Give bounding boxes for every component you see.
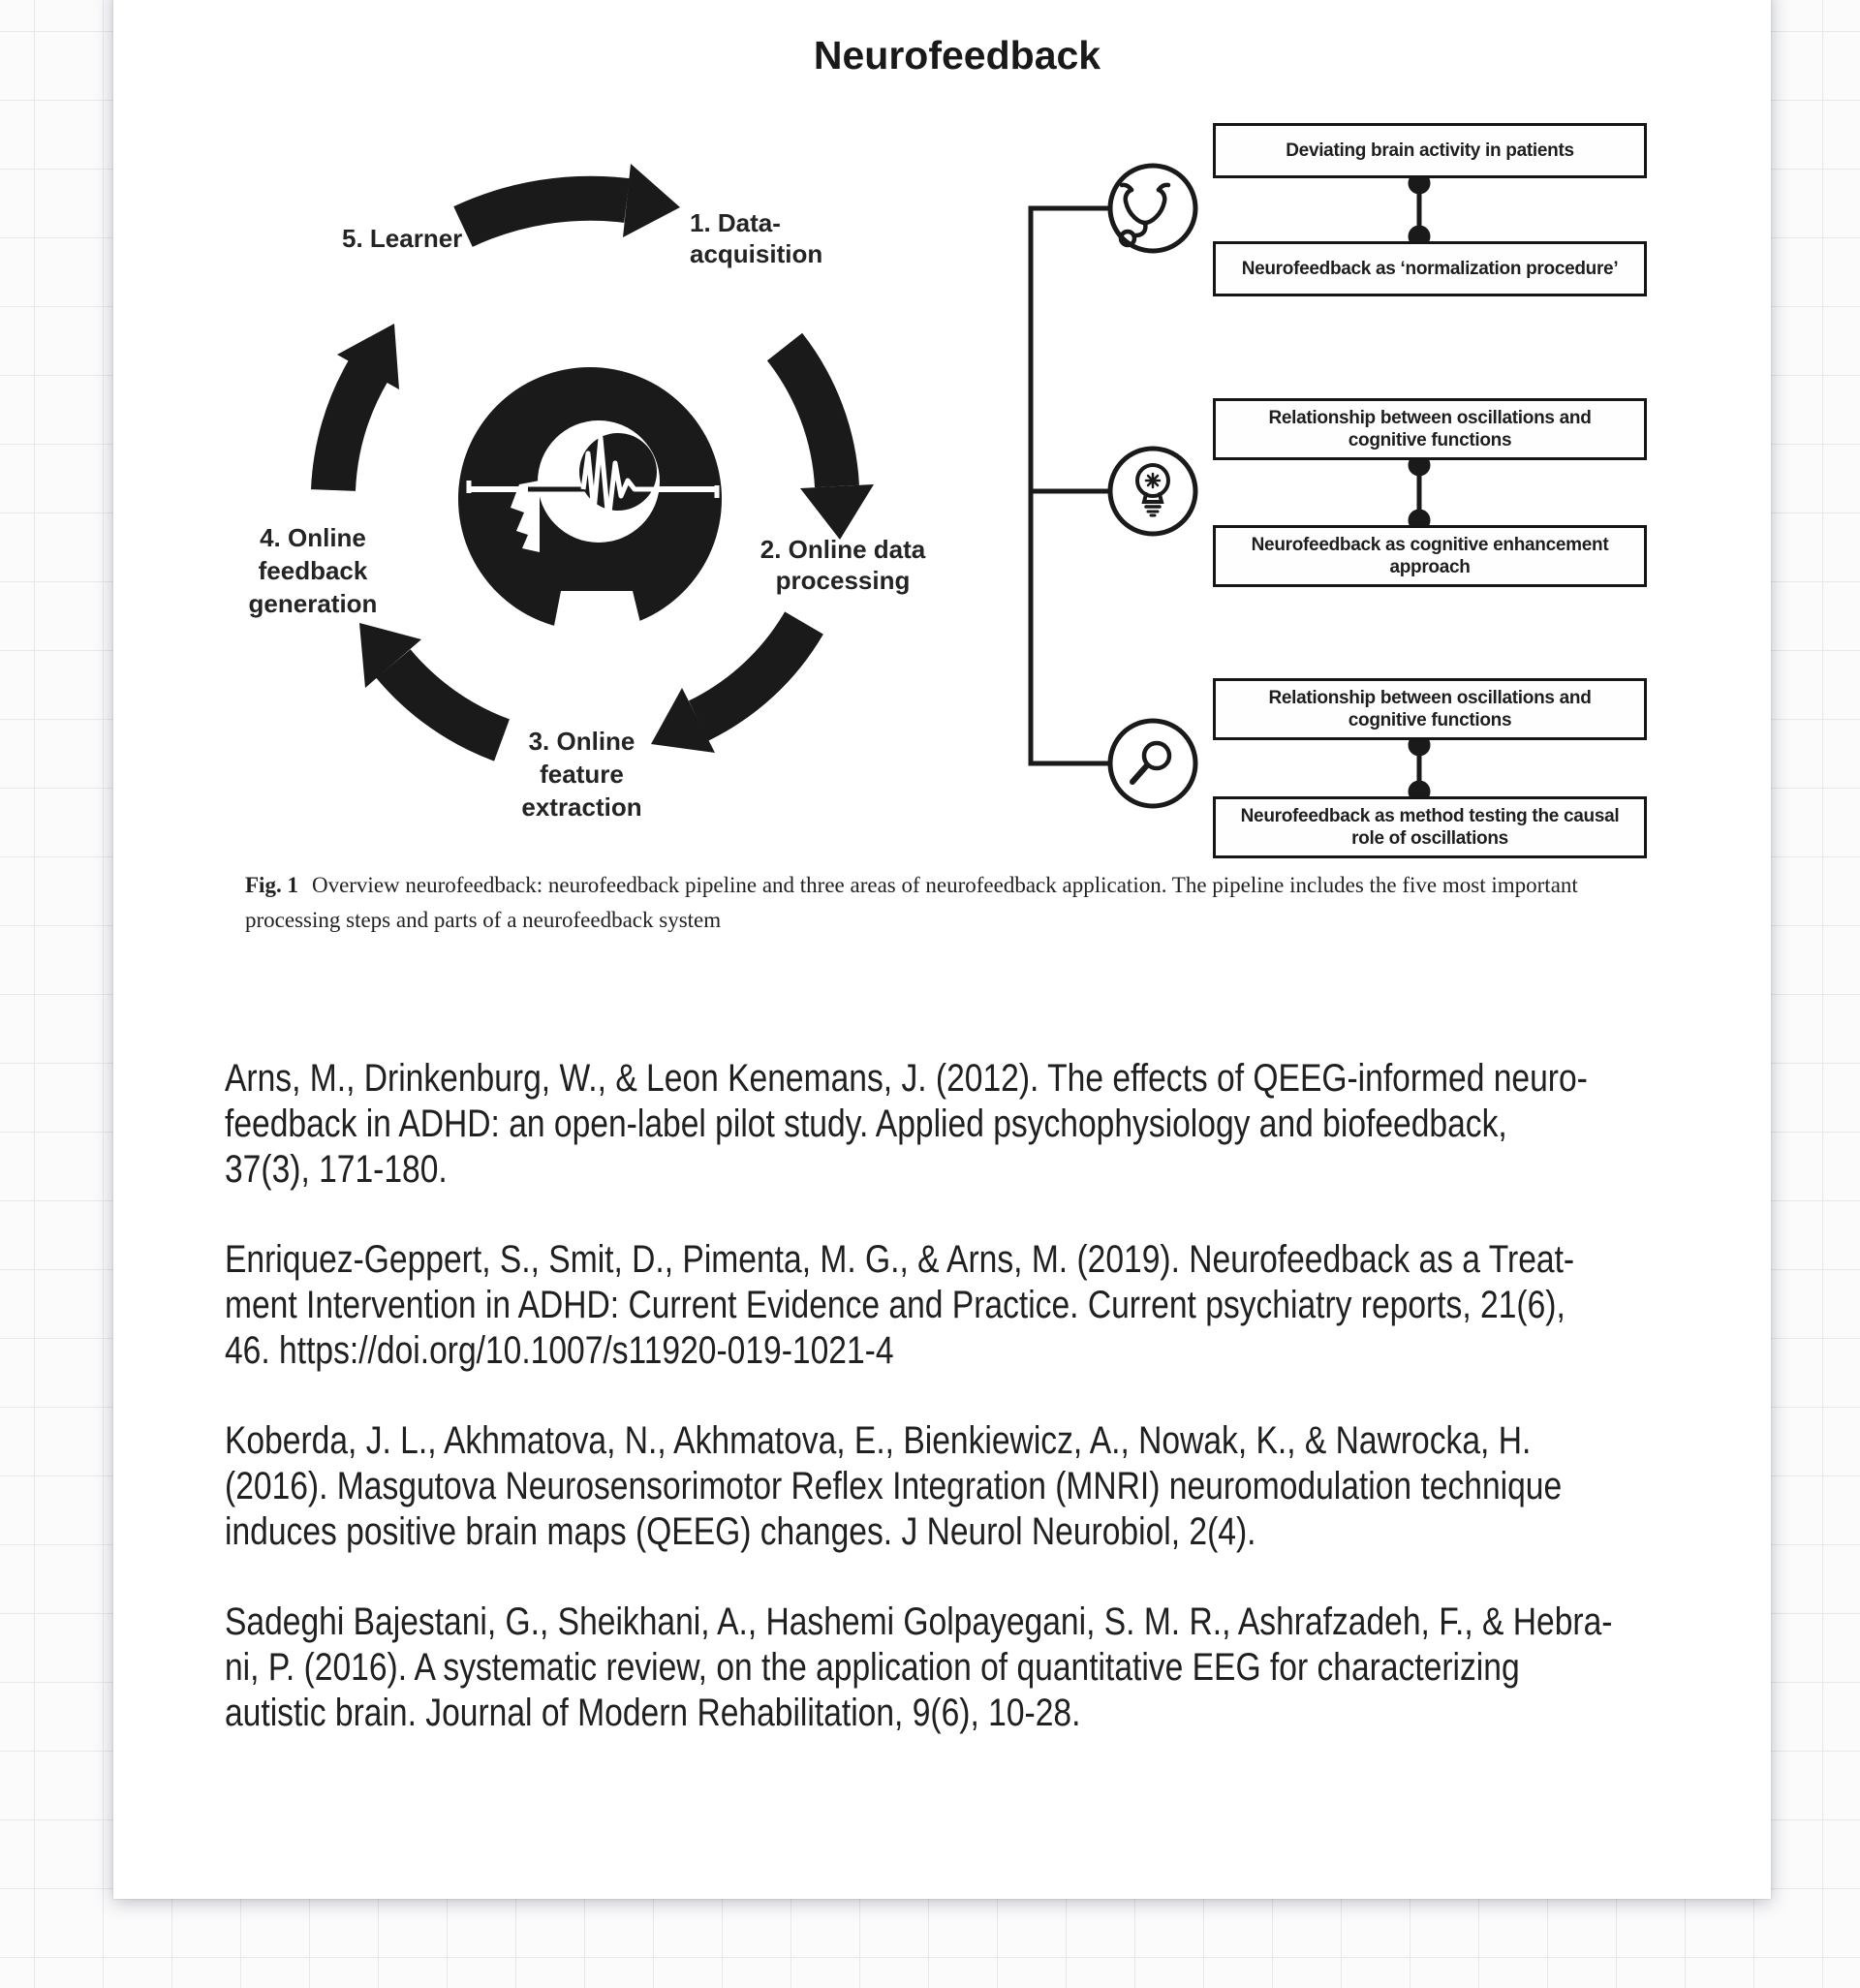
flow-box-line: Deviating brain activity in patients bbox=[1286, 140, 1574, 161]
reference-entry bbox=[225, 1237, 1657, 1374]
reference-line: ment Intervention in ADHD: Current Evidence and Practice. Current psychiatry reports, 21(6), bbox=[225, 1284, 1566, 1326]
cycle-step-line: 1. Data- bbox=[690, 208, 781, 237]
reference-entry bbox=[225, 1418, 1657, 1555]
cycle-step-line: 4. Online bbox=[260, 523, 366, 552]
cycle-step-line: processing bbox=[775, 566, 911, 595]
flow-box-causal-testing bbox=[1213, 796, 1647, 858]
flow-box-normalization bbox=[1213, 241, 1647, 296]
flow-box-line: cognitive functions bbox=[1348, 430, 1512, 450]
flow-box-line: Neurofeedback as cognitive enhancement bbox=[1251, 535, 1609, 555]
cycle-step-2-label bbox=[751, 534, 935, 596]
arrow-3-to-4 bbox=[393, 664, 502, 740]
reference-line: Arns, M., Drinkenburg, W., & Leon Kenemans, J. (2012). The effects of QEEG-informed neuro- bbox=[225, 1057, 1588, 1100]
reference-entry bbox=[225, 1600, 1657, 1736]
cycle-step-line: extraction bbox=[521, 792, 642, 822]
cycle-step-4-label bbox=[240, 521, 386, 620]
flow-box-line: approach bbox=[1389, 557, 1471, 577]
flow-box-line: Relationship between oscillations and bbox=[1268, 408, 1592, 428]
flow-box-line: Neurofeedback as ‘normalization procedure’ bbox=[1241, 259, 1619, 279]
figure-caption-line: processing steps and parts of a neurofeedback system bbox=[245, 908, 722, 932]
reference-line: (2016). Masgutova Neurosensorimotor Reflex Integration (MNRI) neuromodulation technique bbox=[225, 1465, 1563, 1507]
reference-line: Enriquez-Geppert, S., Smit, D., Pimenta, M. G., & Arns, M. (2019). Neurofeedback as a Treat- bbox=[225, 1238, 1575, 1281]
flow-box-cognitive-enhancement bbox=[1213, 525, 1647, 587]
reference-line: 46. https://doi.org/10.1007/s11920-019-1021-4 bbox=[225, 1329, 894, 1372]
reference-line: feedback in ADHD: an open-label pilot study. Applied psychophysiology and biofeedback, bbox=[225, 1103, 1507, 1145]
flow-box-oscillations-cognition-2 bbox=[1213, 678, 1647, 740]
figure-caption-label: Fig. 1 bbox=[245, 873, 298, 897]
arrow-5-to-1 bbox=[463, 199, 627, 227]
cycle-step-line: acquisition bbox=[690, 239, 823, 268]
cycle-step-line: 3. Online bbox=[528, 727, 636, 756]
cycle-step-line: generation bbox=[248, 589, 378, 618]
reference-line: Sadeghi Bajestani, G., Sheikhani, A., Hashemi Golpayegani, S. M. R., Ashrafzadeh, F., & Hebra- bbox=[225, 1600, 1613, 1643]
flow-box-line: Relationship between oscillations and bbox=[1268, 688, 1592, 708]
figure-title: Neurofeedback bbox=[813, 33, 1101, 78]
cycle-step-line: 2. Online data bbox=[760, 535, 926, 564]
arrow-4-to-5 bbox=[333, 371, 368, 490]
cycle-step-line: 5. Learner bbox=[342, 224, 463, 253]
arrow-1-to-2 bbox=[785, 347, 837, 486]
flow-box-line: cognitive functions bbox=[1348, 710, 1512, 730]
figure-caption bbox=[245, 868, 1659, 938]
brain-eeg-icon bbox=[458, 367, 722, 631]
cycle-step-1-label bbox=[690, 207, 822, 269]
reference-line: 37(3), 171-180. bbox=[225, 1148, 448, 1191]
reference-line: autistic brain. Journal of Modern Rehabilitation, 9(6), 10-28. bbox=[225, 1692, 1081, 1734]
flow-box-line: role of oscillations bbox=[1351, 828, 1508, 849]
cycle-step-5-label bbox=[342, 223, 462, 254]
reference-line: induces positive brain maps (QEEG) changes. J Neurol Neurobiol, 2(4). bbox=[225, 1510, 1256, 1553]
arrow-2-to-3 bbox=[698, 623, 804, 721]
figure-caption-line bbox=[245, 868, 1659, 903]
cycle-step-line: feedback bbox=[258, 556, 368, 585]
cycle-step-3-label bbox=[507, 725, 657, 823]
reference-entry bbox=[225, 1056, 1657, 1193]
flow-box-oscillations-cognition-1 bbox=[1213, 398, 1647, 460]
application-bracket bbox=[1031, 208, 1112, 763]
flow-box-line: Neurofeedback as method testing the causal bbox=[1240, 806, 1620, 826]
cycle-step-line: feature bbox=[540, 760, 624, 789]
reference-list bbox=[225, 1056, 1657, 1781]
flow-box-deviating-activity bbox=[1213, 123, 1647, 178]
reference-line: Koberda, J. L., Akhmatova, N., Akhmatova, E., Bienkiewicz, A., Nowak, K., & Nawrocka, H. bbox=[225, 1419, 1532, 1462]
reference-line: ni, P. (2016). A systematic review, on the application of quantitative EEG for characterizing bbox=[225, 1646, 1520, 1689]
figure-caption-text: Overview neurofeedback: neurofeedback pipeline and three areas of neurofeedback application. The pipeline includes the five most important bbox=[311, 873, 1578, 897]
